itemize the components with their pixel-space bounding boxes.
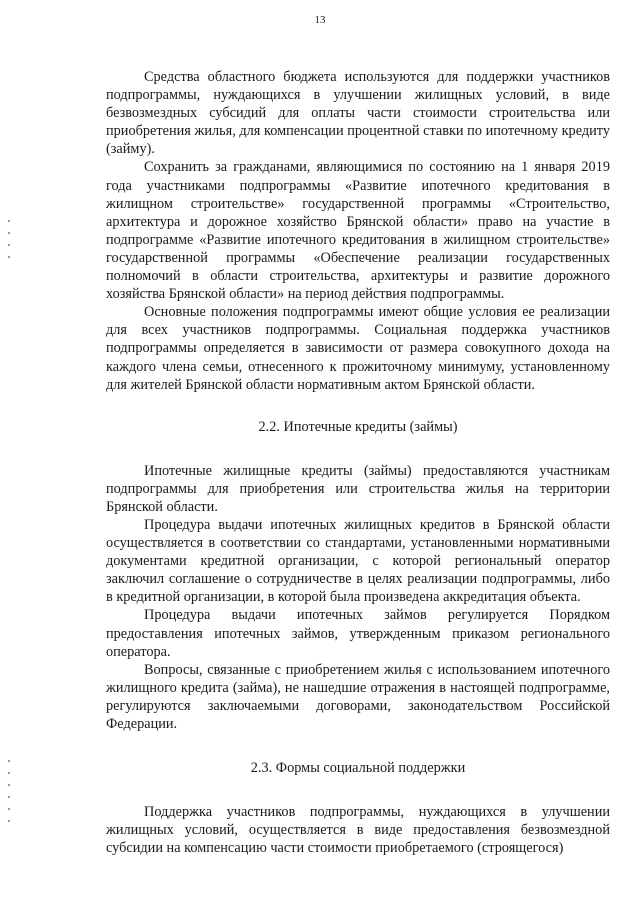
paragraph-support-participants: Поддержка участников подпрограммы, нуждающихся в улучшении жилищных условий, осуществляется в виде предоставления безвозмездной субсидии на компенсацию части стоимости приобретаемого (строящегося) (106, 804, 610, 857)
paragraph-credit-procedure: Процедура выдачи ипотечных жилищных кредитов в Брянской области осуществляется в соответствии со стандартами, установленными нормативными документами кредитной организации, с которой региональный оператор заключил соглашение о сотрудничестве в целях реализации подпрограммы, либо в кредитной организации, в которой была произведена аккредитация объекта. (106, 516, 610, 606)
paragraph-loan-procedure: Процедура выдачи ипотечных займов регулируется Порядком предоставления ипотечных займов, утвержденным приказом регионального оператора. (106, 607, 610, 660)
section-heading-support-forms: 2.3. Формы социальной поддержки (250, 760, 466, 777)
paragraph-other-questions: Вопросы, связанные с приобретением жилья с использованием ипотечного жилищного кредита (займа), не нашедшие отражения в настоящей подпрограмме, регулируются заключаемыми договорами, законодательством Российской Федерации. (106, 661, 610, 732)
page-number: 13 (314, 14, 326, 26)
paragraph-main-provisions: Основные положения подпрограммы имеют общие условия ее реализации для всех участников подпрограммы. Социальная поддержка участников подпрограммы определяется в зависимости от размера совокупного дохода на каждого члена семьи, отнесенного к прожиточному минимуму, установленному для жителей Брянской области нормативным актом Брянской области. (106, 304, 610, 393)
section-heading-mortgage-loans: 2.2. Ипотечные кредиты (займы) (258, 418, 458, 435)
binding-marks-upper (8, 220, 14, 268)
binding-marks-lower (8, 760, 14, 832)
paragraph-retain-rights: Сохранить за гражданами, являющимися по состоянию на 1 января 2019 года участниками подпрограммы «Развитие ипотечного кредитования в жилищном строительстве» государственной программы «Строительство, архитектура и дорожное хозяйство Брянской области» право на участие в подпрограмме «Развитие ипотечного кредитования в жилищном строительстве» государственной программы «Обеспечение реализации государственных полномочий в области строительства, архитектуры и развитие дорожного хозяйства Брянской области» на период действия подпрограммы. (106, 159, 610, 303)
paragraph-budget-funds: Средства областного бюджета используются для поддержки участников подпрограммы, нуждающихся в улучшении жилищных условий, в виде безвозмездных субсидий для оплаты части стоимости строительства или приобретения жилья, для компенсации процентной ставки по ипотечному кредиту (займу). (106, 69, 610, 158)
paragraph-mortgage-provided: Ипотечные жилищные кредиты (займы) предоставляются участникам подпрограммы для приобретения или строительства жилья на территории Брянской области. (106, 462, 610, 515)
document-body (106, 68, 610, 857)
